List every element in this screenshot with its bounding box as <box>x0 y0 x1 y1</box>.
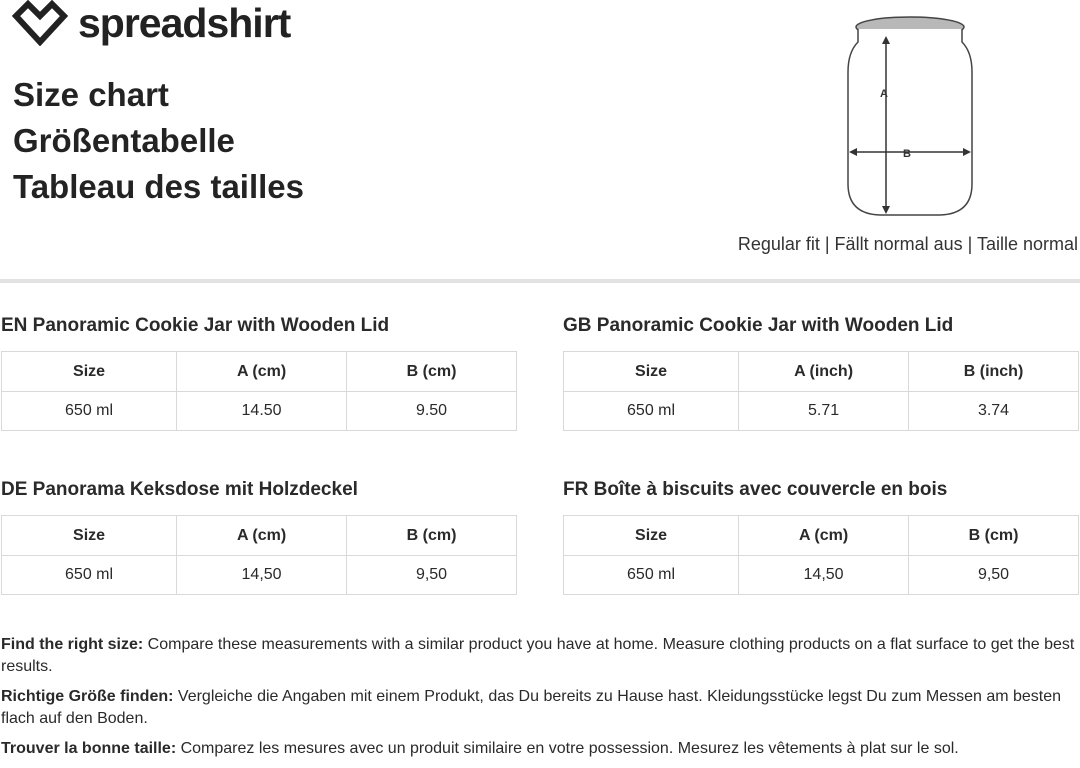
header-b: B (cm) <box>909 516 1079 556</box>
section-title: GB Panoramic Cookie Jar with Wooden Lid <box>563 315 954 336</box>
header-b: B (cm) <box>347 516 517 556</box>
table-row <box>2 392 517 431</box>
cell-a: 14,50 <box>739 556 909 595</box>
table-row <box>564 556 1079 595</box>
label-a: A <box>880 88 888 100</box>
note-label: Richtige Größe finden: <box>1 688 174 705</box>
header-size: Size <box>564 516 739 556</box>
note-label: Trouver la bonne taille: <box>1 740 177 757</box>
table-row <box>2 556 517 595</box>
cell-a: 14.50 <box>177 392 347 431</box>
note-label: Find the right size: <box>1 636 144 653</box>
header-size: Size <box>2 352 177 392</box>
note-en <box>1 634 1077 678</box>
size-section-en <box>1 313 517 431</box>
cell-b: 9,50 <box>347 556 517 595</box>
size-table <box>563 351 1079 431</box>
header-b: B (cm) <box>347 352 517 392</box>
heart-outline-icon <box>12 0 68 46</box>
brand-logo <box>12 0 290 46</box>
page-titles <box>13 72 304 210</box>
note-fr <box>1 738 1077 760</box>
brand-name: spreadshirt <box>78 0 291 46</box>
size-section-fr <box>563 477 1079 595</box>
size-table <box>1 351 517 431</box>
section-title: DE Panorama Keksdose mit Holzdeckel <box>1 479 358 500</box>
header-a: A (inch) <box>739 352 909 392</box>
note-de <box>1 686 1077 730</box>
cell-b: 9,50 <box>909 556 1079 595</box>
note-text: Vergleiche die Angaben mit einem Produkt, das Du bereits zu Hause hast. Kleidungsstücke legst Du zum Messen am besten flach auf den Boden. <box>1 688 1062 727</box>
cell-size: 650 ml <box>2 392 177 431</box>
size-table <box>563 515 1079 595</box>
header-a: A (cm) <box>739 516 909 556</box>
divider <box>0 279 1080 283</box>
header-a: A (cm) <box>177 516 347 556</box>
cookie-jar-diagram-icon <box>840 14 980 225</box>
note-text: Comparez les mesures avec un produit similaire en votre possession. Mesurez les vêtements à plat sur le sol. <box>176 740 959 757</box>
cell-a: 14,50 <box>177 556 347 595</box>
cell-size: 650 ml <box>564 392 739 431</box>
title-fr: Tableau des tailles <box>13 168 305 205</box>
cell-size: 650 ml <box>564 556 739 595</box>
header-a: A (cm) <box>177 352 347 392</box>
fit-note: Regular fit | Fällt normal aus | Taille normal <box>737 234 1078 254</box>
label-b: B <box>903 148 911 160</box>
table-row <box>564 392 1079 431</box>
cell-b: 9.50 <box>347 392 517 431</box>
title-en: Size chart <box>13 76 169 113</box>
table-header-row <box>2 516 517 556</box>
size-table <box>1 515 517 595</box>
cell-b: 3.74 <box>909 392 1079 431</box>
table-header-row <box>564 352 1079 392</box>
table-header-row <box>564 516 1079 556</box>
section-title: FR Boîte à biscuits avec couvercle en bois <box>563 479 948 500</box>
cell-size: 650 ml <box>2 556 177 595</box>
size-section-de <box>1 477 517 595</box>
cell-a: 5.71 <box>739 392 909 431</box>
size-notes <box>1 634 1077 768</box>
title-de: Größentabelle <box>13 122 235 159</box>
size-section-gb <box>563 313 1079 431</box>
header-b: B (inch) <box>909 352 1079 392</box>
header-size: Size <box>564 352 739 392</box>
section-title: EN Panoramic Cookie Jar with Wooden Lid <box>1 315 390 336</box>
note-text: Compare these measurements with a similar product you have at home. Measure clothing products on a flat surface to get the best results. <box>1 636 1075 675</box>
table-header-row <box>2 352 517 392</box>
header-size: Size <box>2 516 177 556</box>
